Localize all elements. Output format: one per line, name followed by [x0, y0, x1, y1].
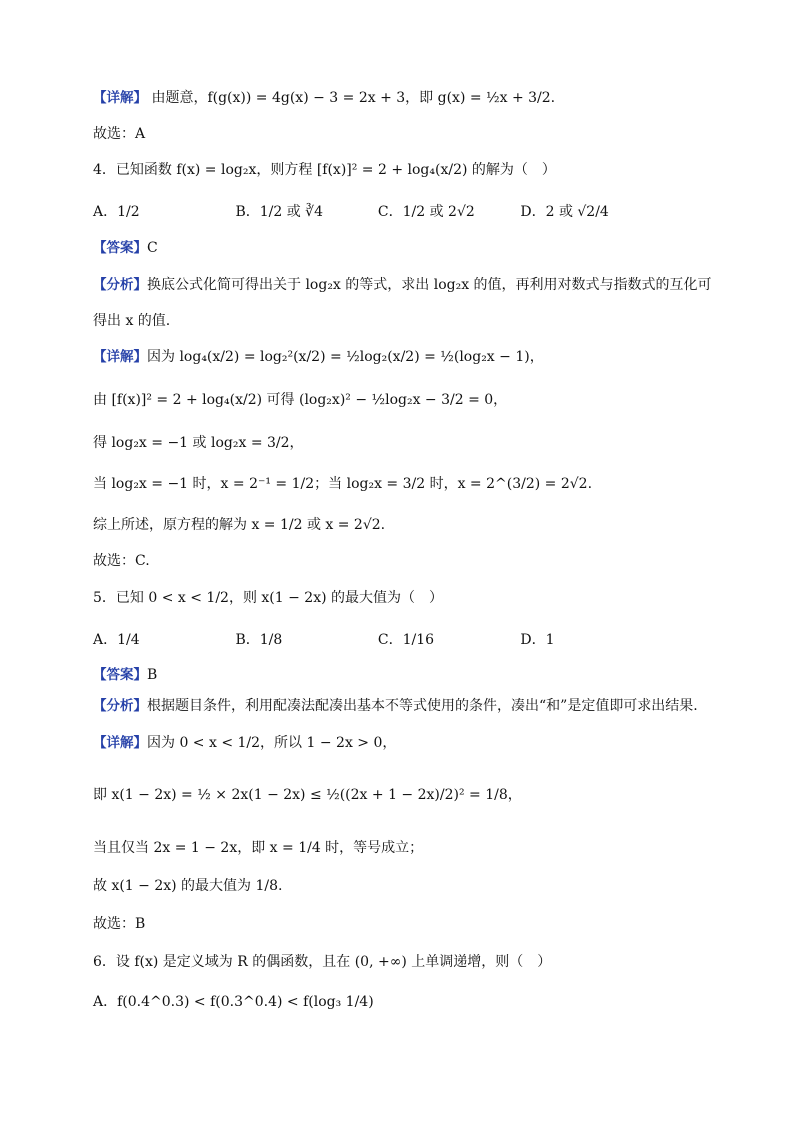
q4-option-a: A．1/2	[93, 204, 140, 220]
analysis-tag: 【分析】	[93, 698, 147, 714]
q4-answer: C	[147, 240, 158, 256]
q4-stem: 4．已知函数 f(x) = log₂x，则方程 [f(x)]² = 2 + log₄(x/2) 的解为（ ）	[93, 162, 556, 178]
q5-detail-3: 当且仅当 2x = 1 − 2x，即 x = 1/4 时，等号成立；	[93, 840, 424, 856]
q5-option-d: D．1	[520, 632, 555, 648]
analysis-tag: 【分析】	[93, 277, 147, 293]
q4-options	[93, 202, 658, 222]
q5-choice: 故选：B	[93, 916, 146, 932]
q5-detail-line-1	[93, 733, 396, 753]
q4-detail-1: 因为 log₄(x/2) = log₂²(x/2) = ½log₂(x/2) = ½(log₂x − 1)，	[147, 349, 544, 365]
q4-analysis-line	[93, 275, 712, 295]
q5-detail-1: 因为 0 < x < 1/2，所以 1 − 2x > 0，	[147, 735, 397, 751]
q5-option-b: B．1/8	[235, 632, 283, 648]
q4-detail-3: 得 log₂x = −1 或 log₂x = 3/2，	[93, 435, 304, 451]
q6-stem: 6．设 f(x) 是定义域为 R 的偶函数，且在 (0, +∞) 上单调递增，则（ ）	[93, 954, 552, 970]
q4-detail-4: 当 log₂x = −1 时，x = 2⁻¹ = 1/2；当 log₂x = 3/2 时，x = 2^(3/2) = 2√2.	[93, 476, 593, 492]
q3-detail-line	[93, 88, 555, 108]
detail-tag: 【详解】	[93, 90, 147, 106]
q6-option-a: A．f(0.4^0.3) < f(0.3^0.4) < f(log₃ 1/4)	[93, 994, 374, 1010]
q3-detail-text: 由题意，f(g(x)) = 4g(x) − 3 = 2x + 3，即 g(x) = ½x + 3/2.	[151, 90, 556, 106]
q4-detail-5: 综上所述，原方程的解为 x = 1/2 或 x = 2√2.	[93, 517, 386, 533]
q4-answer-line	[93, 238, 158, 258]
answer-tag: 【答案】	[93, 667, 147, 683]
q4-option-b: B．1/2 或 ∛4	[235, 204, 324, 220]
q3-choice: 故选：A	[93, 126, 146, 142]
q5-analysis-line	[93, 696, 698, 716]
q5-detail-4: 故 x(1 − 2x) 的最大值为 1/8.	[93, 878, 283, 894]
detail-tag: 【详解】	[93, 735, 147, 751]
q5-detail-2: 即 x(1 − 2x) = ½ × 2x(1 − 2x) ≤ ½((2x + 1 − 2x)/2)² = 1/8，	[93, 787, 522, 803]
q4-analysis-2: 得出 x 的值.	[93, 313, 171, 329]
q5-answer-line	[93, 665, 157, 685]
q5-analysis: 根据题目条件，利用配凑法配凑出基本不等式使用的条件，凑出“和”是定值即可求出结果.	[147, 698, 698, 714]
q4-choice: 故选：C.	[93, 553, 150, 569]
q5-option-a: A．1/4	[93, 632, 140, 648]
q5-options	[93, 630, 658, 650]
q5-stem: 5．已知 0 < x < 1/2，则 x(1 − 2x) 的最大值为（ ）	[93, 590, 444, 606]
q4-detail-2: 由 [f(x)]² = 2 + log₄(x/2) 可得 (log₂x)² − ½log₂x − 3/2 = 0，	[93, 392, 508, 408]
q4-option-d: D．2 或 √2/4	[520, 204, 609, 220]
q4-analysis: 换底公式化简可得出关于 log₂x 的等式，求出 log₂x 的值，再利用对数式与指数式的互化可	[147, 277, 712, 293]
detail-tag: 【详解】	[93, 349, 147, 365]
q4-detail-line-1	[93, 347, 544, 367]
answer-tag: 【答案】	[93, 240, 147, 256]
q4-option-c: C．1/2 或 2√2	[377, 204, 475, 220]
q5-answer: B	[147, 667, 158, 683]
q5-option-c: C．1/16	[377, 632, 435, 648]
